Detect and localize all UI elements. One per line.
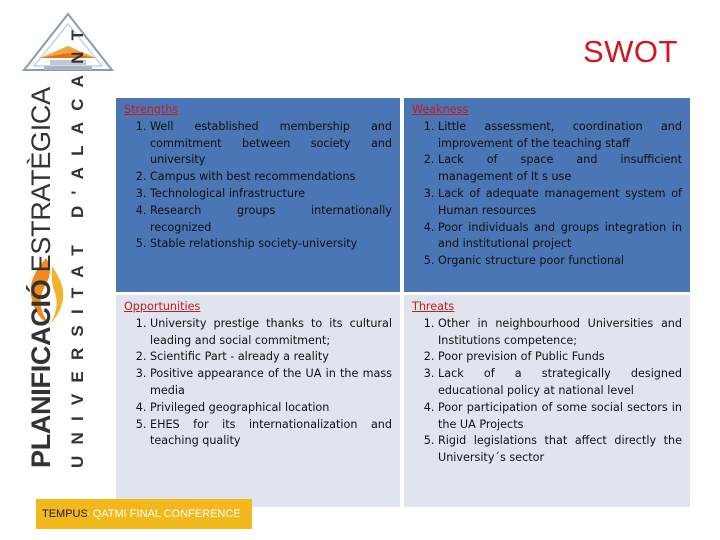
sidebar-branding: [20, 18, 115, 468]
weakness-heading: Weakness: [412, 103, 469, 116]
sidebar-university: UNIVERSITAT D'ALACANT: [68, 18, 87, 468]
footer-prefix: TEMPUS: [42, 508, 88, 520]
list-item: 5. Organic structure poor functional: [438, 253, 682, 270]
list-item: 1. Other in neighbourhood Universities and Institutions competence;: [438, 316, 682, 350]
strengths-list: [124, 119, 392, 253]
list-item: 4. Privileged geographical location: [150, 400, 392, 417]
opportunities-heading: Opportunities: [124, 300, 201, 313]
list-item: 1. Little assessment, coordination and improvement of the teaching staff: [438, 119, 682, 153]
list-item: 3. Positive appearance of the UA in the mass media: [150, 366, 392, 400]
list-item: 2. Campus with best recommendations: [150, 169, 392, 186]
list-item: 2. Poor prevision of Public Funds: [438, 349, 682, 366]
strengths-heading: Strengths: [124, 103, 179, 116]
list-item: 3. Lack of adequate management system of Human resources: [438, 186, 682, 220]
weakness-list: [412, 119, 682, 270]
list-item: 3. Technological infrastructure: [150, 186, 392, 203]
list-item: 4. Poor individuals and groups integration in and institutional project: [438, 220, 682, 254]
list-item: 4. Research groups internationally recognized: [150, 203, 392, 237]
list-item: 3. Lack of a strategically designed educational policy at national level: [438, 366, 682, 400]
swot-grid: [116, 98, 690, 507]
threats-list: [412, 316, 682, 467]
list-item: 1. Well established membership and commitment between society and university: [150, 119, 392, 169]
sidebar-text: [20, 18, 115, 468]
weakness-quadrant: [404, 98, 690, 292]
sidebar-brand-bold: PLANIFICACIÓ: [26, 279, 56, 468]
opportunities-quadrant: [116, 295, 400, 507]
sidebar-brand: [26, 87, 57, 468]
footer-label: - QATMI FINAL CONFERENCE: [86, 508, 241, 520]
list-item: 2. Scientific Part - already a reality: [150, 349, 392, 366]
strengths-quadrant: [116, 98, 400, 292]
list-item: 5. Stable relationship society-university: [150, 236, 392, 253]
list-item: 2. Lack of space and insufficient management of It s use: [438, 152, 682, 186]
sidebar-brand-regular: ESTRATÈGICA: [26, 87, 56, 273]
list-item: 5. Rigid legislations that affect directly the University´s sector: [438, 433, 682, 467]
threats-heading: Threats: [412, 300, 455, 313]
list-item: 1. University prestige thanks to its cultural leading and social commitment;: [150, 316, 392, 350]
footer-banner: [36, 499, 252, 529]
threats-quadrant: [404, 295, 690, 507]
slide-title: SWOT: [583, 34, 678, 69]
list-item: 4. Poor participation of some social sectors in the UA Projects: [438, 400, 682, 434]
opportunities-list: [124, 316, 392, 450]
list-item: 5. EHES for its internationalization and teaching quality: [150, 417, 392, 451]
